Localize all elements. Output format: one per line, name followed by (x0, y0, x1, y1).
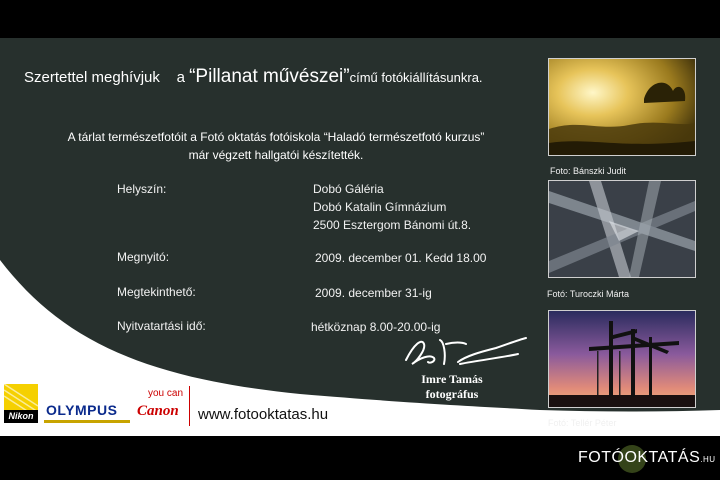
description-line-2: már végzett hallgatói készítették. (188, 148, 364, 162)
exhibition-title: “Pillanat művészei” (189, 66, 350, 87)
photographer-role: fotográfus (425, 387, 479, 401)
olympus-underline (44, 420, 130, 424)
photo-frozen-ice (548, 180, 696, 278)
brand-name: FOTÓOKTATÁS (578, 449, 701, 466)
brand-tld: .HU (700, 455, 716, 464)
opening-hours-value: hétköznap 8.00-20.00-ig (311, 320, 441, 334)
handwritten-signature (400, 334, 530, 370)
photo-2-caption: Fotó: Turoczki Márta (547, 289, 630, 299)
greeting-suffix: című fotókiállításunkra. (349, 70, 483, 85)
greeting-article: a (176, 69, 185, 86)
exhibition-description (26, 128, 526, 164)
olympus-logo: OLYMPUS (46, 402, 118, 418)
description-line-1: A tárlat természetfotóit a Fotó oktatás fotóiskola “Haladó természetfotó kurzus” (67, 130, 485, 144)
canon-tagline: you can (148, 388, 184, 399)
viewable-value: 2009. december 31-ig (315, 286, 432, 300)
opening-hours-label: Nyitvatartási idő: (117, 319, 206, 333)
greeting-text: Szertettel meghívjuk (24, 69, 160, 86)
sponsor-divider (189, 386, 190, 426)
brand-watermark (578, 449, 716, 467)
venue-line-2: Dobó Katalin Gímnázium (313, 200, 447, 214)
opening-label: Megnyitó: (117, 250, 170, 264)
canon-logo: Canon (137, 403, 179, 419)
photographer-name: Imre Tamás (421, 372, 483, 386)
photo-3-caption: Fotó: Tellér Péter (548, 418, 617, 428)
signature-block (402, 372, 502, 402)
nikon-wordmark: Nikon (4, 410, 38, 423)
venue-label: Helyszín: (117, 182, 167, 196)
photo-1-caption: Foto: Bánszki Judit (550, 166, 627, 176)
website-url[interactable]: www.fotooktatas.hu (198, 406, 329, 423)
photo-dusk-silhouette (548, 310, 696, 408)
venue-line-1: Dobó Gáléria (313, 182, 384, 196)
photo-misty-sunrise (548, 58, 696, 156)
venue-line-3: 2500 Esztergom Bánomi út.8. (313, 218, 472, 232)
nikon-logo (4, 384, 38, 422)
venue-value (313, 180, 471, 234)
opening-value: 2009. december 01. Kedd 18.00 (315, 251, 487, 265)
invitation-card (0, 38, 720, 436)
viewable-label: Megtekinthető: (117, 285, 196, 299)
invitation-heading (24, 66, 483, 88)
